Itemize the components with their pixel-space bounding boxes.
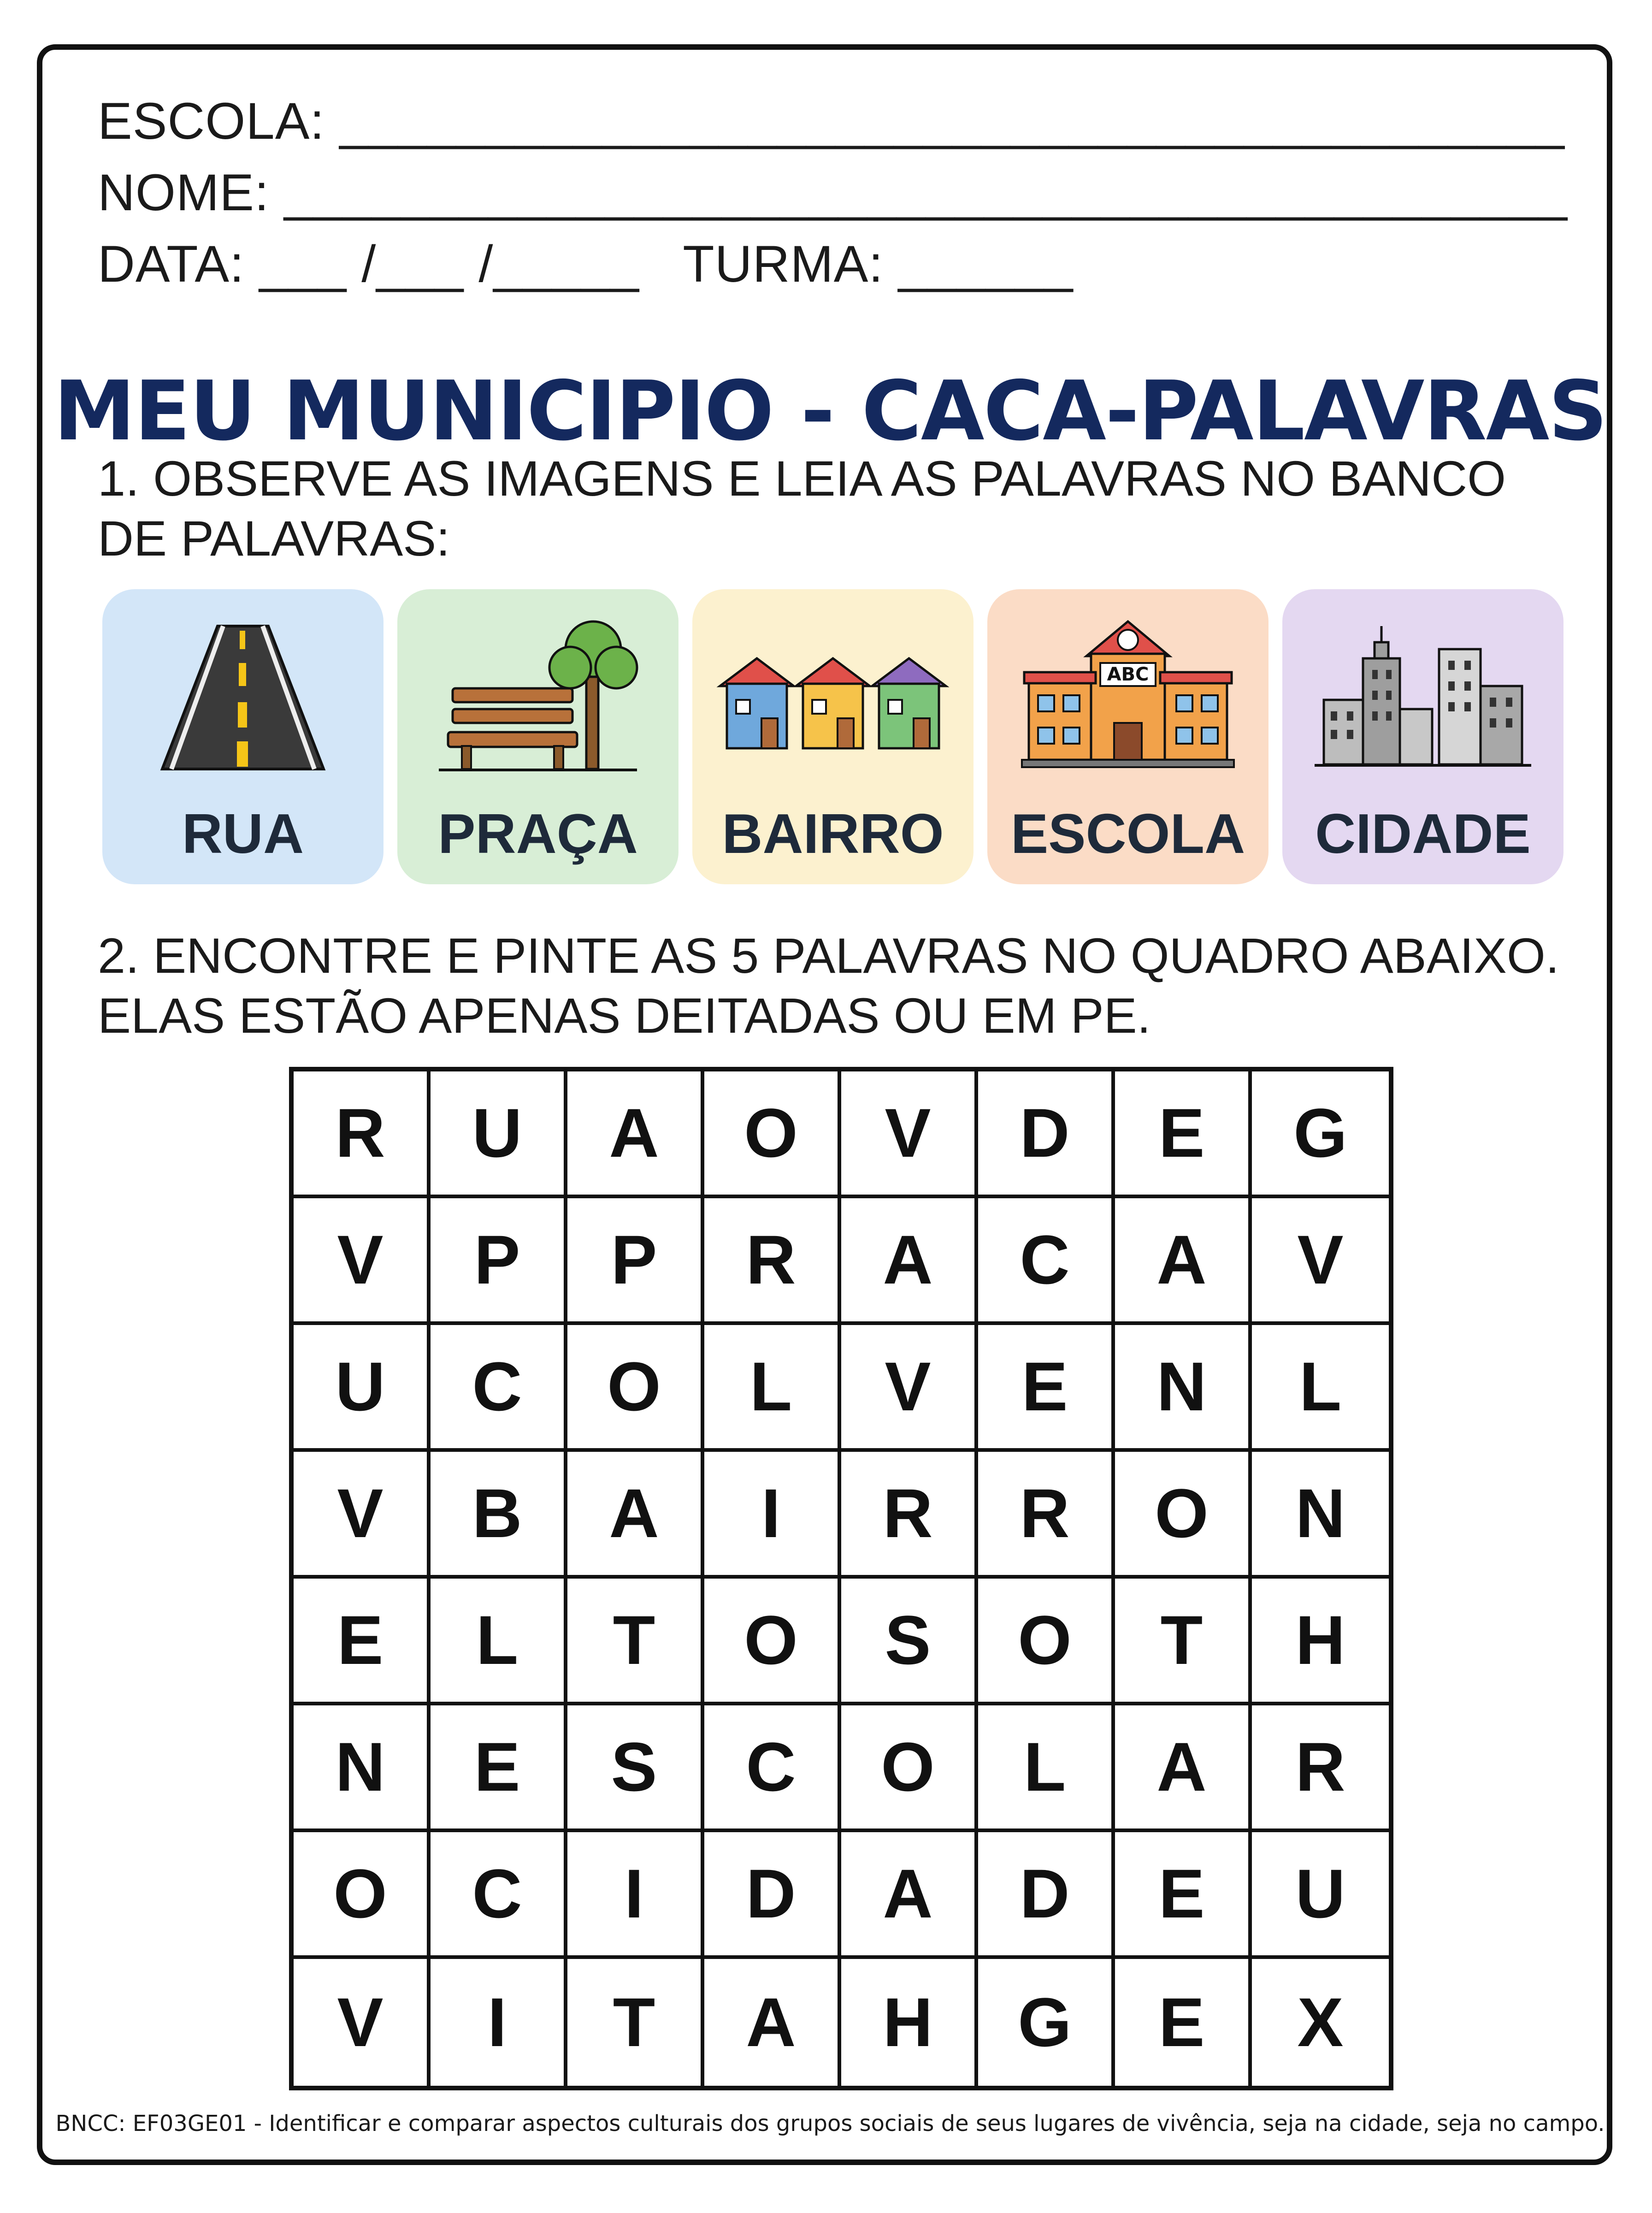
grid-cell[interactable]: O xyxy=(978,1579,1115,1705)
svg-text:ABC: ABC xyxy=(1107,664,1149,685)
grid-cell[interactable]: O xyxy=(567,1325,704,1452)
word-card-escola xyxy=(987,589,1268,884)
grid-cell[interactable]: L xyxy=(704,1325,841,1452)
word-card-praca xyxy=(397,589,678,884)
grid-cell[interactable]: N xyxy=(294,1705,431,1832)
grid-cell[interactable]: D xyxy=(978,1071,1115,1198)
grid-cell[interactable]: E xyxy=(294,1579,431,1705)
grid-cell[interactable]: A xyxy=(1115,1705,1252,1832)
grid-cell[interactable]: R xyxy=(978,1452,1115,1579)
grid-cell[interactable]: E xyxy=(431,1705,567,1832)
grid-cell[interactable]: R xyxy=(841,1452,978,1579)
word-card-label: ESCOLA xyxy=(1010,802,1245,865)
grid-cell[interactable]: E xyxy=(978,1325,1115,1452)
grid-cell[interactable]: L xyxy=(1252,1325,1389,1452)
instruction-2: 2. ENCONTRE E PINTE AS 5 PALAVRAS NO QUADRO ABAIXO. ELAS ESTÃO APENAS DEITADAS OU EM PE. xyxy=(98,928,1559,1043)
grid-cell[interactable]: R xyxy=(704,1198,841,1325)
grid-cell[interactable]: V xyxy=(841,1325,978,1452)
grid-cell[interactable]: L xyxy=(431,1579,567,1705)
grid-cell[interactable]: E xyxy=(1115,1071,1252,1198)
grid-cell[interactable]: I xyxy=(431,1959,567,2086)
grid-cell[interactable]: O xyxy=(841,1705,978,1832)
word-card-label: CIDADE xyxy=(1315,802,1531,865)
grid-cell[interactable]: O xyxy=(1115,1452,1252,1579)
word-card-label: RUA xyxy=(182,802,304,865)
grid-cell[interactable]: G xyxy=(978,1959,1115,2086)
grid-cell[interactable]: P xyxy=(431,1198,567,1325)
grid-cell[interactable]: T xyxy=(1115,1579,1252,1705)
grid-cell[interactable]: N xyxy=(1115,1325,1252,1452)
grid-cell[interactable]: R xyxy=(294,1071,431,1198)
grid-cell[interactable]: V xyxy=(294,1198,431,1325)
grid-cell[interactable]: A xyxy=(841,1198,978,1325)
grid-cell[interactable]: A xyxy=(567,1071,704,1198)
grid-cell[interactable]: D xyxy=(978,1832,1115,1959)
grid-cell[interactable]: O xyxy=(294,1832,431,1959)
word-card-rua xyxy=(102,589,384,884)
worksheet-sheet xyxy=(37,44,1612,2165)
word-card-label: PRAÇA xyxy=(438,802,638,865)
word-bank xyxy=(102,589,1600,889)
grid-cell[interactable]: A xyxy=(1115,1198,1252,1325)
grid-cell[interactable]: C xyxy=(431,1325,567,1452)
grid-cell[interactable]: T xyxy=(567,1959,704,2086)
word-search-grid xyxy=(289,1067,1393,2090)
grid-cell[interactable]: I xyxy=(567,1832,704,1959)
grid-cell[interactable]: T xyxy=(567,1579,704,1705)
word-card-cidade xyxy=(1282,589,1564,884)
grid-cell[interactable]: C xyxy=(978,1198,1115,1325)
grid-cell[interactable]: U xyxy=(1252,1832,1389,1959)
grid-cell[interactable]: N xyxy=(1252,1452,1389,1579)
page-title: MEU MUNICIPIO - CACA-PALAVRAS xyxy=(53,363,1607,459)
grid-cell[interactable]: S xyxy=(567,1705,704,1832)
grid-cell[interactable]: U xyxy=(294,1325,431,1452)
grid-cell[interactable]: O xyxy=(704,1071,841,1198)
grid-cell[interactable]: E xyxy=(1115,1959,1252,2086)
grid-cell[interactable]: P xyxy=(567,1198,704,1325)
grid-cell[interactable]: X xyxy=(1297,1983,1344,2061)
grid-cell[interactable]: V xyxy=(1252,1198,1389,1325)
grid-cell[interactable]: H xyxy=(1252,1579,1389,1705)
bncc-footer: BNCC: EF03GE01 - Identificar e comparar aspectos culturais dos grupos sociais de seus lugares de vivência, seja na cidade, seja no campo. xyxy=(55,2111,1605,2136)
grid-cell[interactable]: L xyxy=(978,1705,1115,1832)
grid-cell[interactable]: A xyxy=(567,1452,704,1579)
word-card-bairro xyxy=(692,589,974,884)
grid-cell[interactable]: E xyxy=(1115,1832,1252,1959)
data-turma-field: DATA: ___ /___ /_____ TURMA: ______ xyxy=(98,235,1074,293)
grid-cell[interactable]: S xyxy=(841,1579,978,1705)
grid-cell[interactable]: A xyxy=(704,1959,841,2086)
grid-cell[interactable]: V xyxy=(294,1959,431,2086)
instruction-1: 1. OBSERVE AS IMAGENS E LEIA AS PALAVRAS NO BANCO DE PALAVRAS: xyxy=(98,450,1506,566)
grid-cell[interactable]: H xyxy=(841,1959,978,2086)
grid-cell[interactable]: O xyxy=(704,1579,841,1705)
grid-cell[interactable]: D xyxy=(704,1832,841,1959)
grid-cell[interactable]: R xyxy=(1252,1705,1389,1832)
grid-cell[interactable]: A xyxy=(841,1832,978,1959)
grid-cell[interactable]: C xyxy=(704,1705,841,1832)
word-card-label: BAIRRO xyxy=(722,802,944,865)
grid-cell[interactable]: C xyxy=(431,1832,567,1959)
grid-cell[interactable]: G xyxy=(1252,1071,1389,1198)
grid-cell[interactable]: I xyxy=(704,1452,841,1579)
escola-field: ESCOLA: __________________________________________ xyxy=(98,92,1565,150)
grid-cell[interactable]: V xyxy=(841,1071,978,1198)
grid-cell[interactable]: B xyxy=(431,1452,567,1579)
grid-cell[interactable]: U xyxy=(431,1071,567,1198)
grid-cell[interactable]: V xyxy=(294,1452,431,1579)
nome-field: NOME: ____________________________________________ xyxy=(98,164,1568,221)
